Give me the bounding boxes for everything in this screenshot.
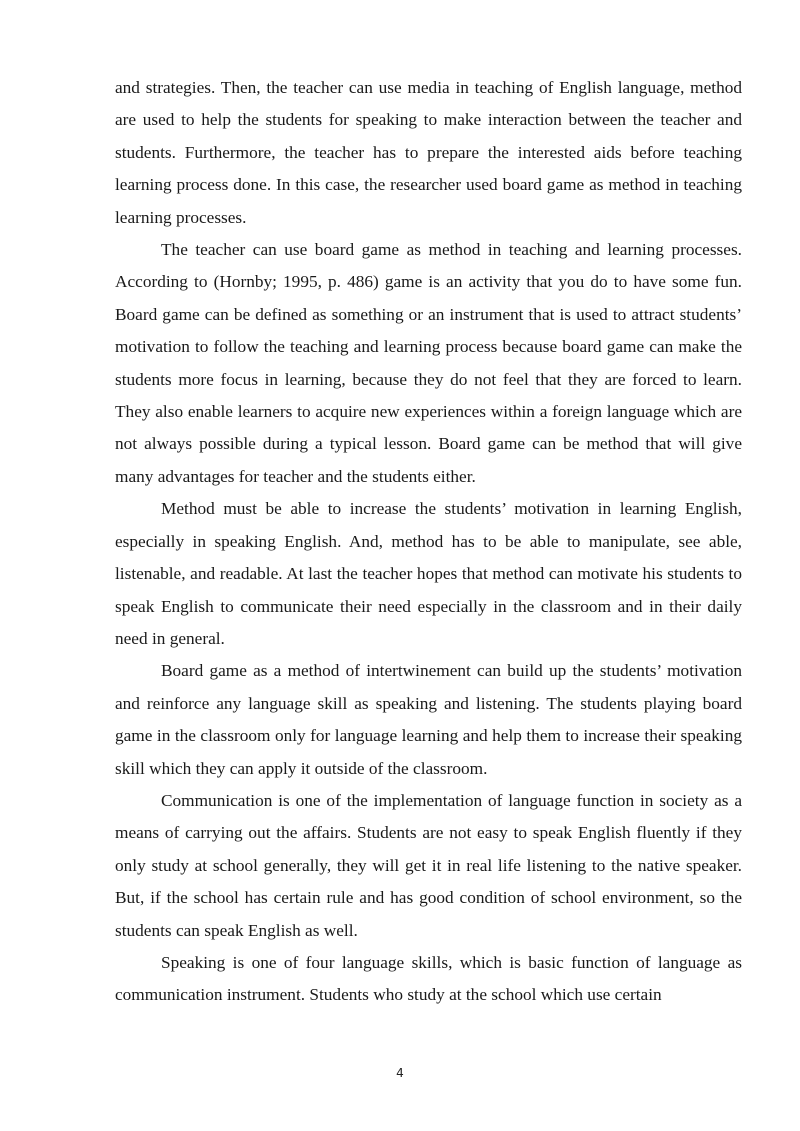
paragraph-speaking-skill: Speaking is one of four language skills, which is basic function of language as communication instrument. Students who study at the school which use certain — [115, 952, 742, 1005]
paragraph-board-game-method: The teacher can use board game as method in teaching and learning processes. According to (Hornby; 1995, p. 486) game is an activity that you do to have some fun. Board game can be defined as something or an instrument that is used to attract students’ motivation to follow the teaching and learning process because board game can make the students more focus in learning, because they do not feel that they are forced to learn. They also enable learners to acquire new experiences within a foreign language which are not always possible during a typical lesson. Board game can be method that will give many advantages for teacher and the students either. — [115, 240, 742, 486]
paragraph-communication: Communication is one of the implementation of language function in society as a means of carrying out the affairs. Students are not easy to speak English fluently if they only study at school generally, they will get it in real life listening to the native speaker. But, if the school has certain rule and has good condition of school environment, so the students can speak English as well. — [115, 790, 742, 940]
paragraph-method-motivation: Method must be able to increase the students’ motivation in learning English, especially in speaking English. And, method has to be able to manipulate, see able, listenable, and readable. At last the teacher hopes that method can motivate his students to speak English to communicate their need especially in the classroom and in their daily need in general. — [115, 499, 742, 648]
paragraph-continuation: and strategies. Then, the teacher can use media in teaching of English language, method are used to help the students for speaking to make interaction between the teacher and students. Furthermore, the teacher has to prepare the interested aids before teaching learning process done. In this case, the researcher used board game as method in teaching learning processes. — [115, 78, 742, 227]
body-text — [115, 72, 742, 1012]
page-number: 4 — [396, 1066, 404, 1080]
paragraph-intertwinement: Board game as a method of intertwinement can build up the students’ motivation and reinforce any language skill as speaking and listening. The students playing board game in the classroom only for language learning and help them to increase their speaking skill which they can apply it outside of the classroom. — [115, 661, 742, 778]
